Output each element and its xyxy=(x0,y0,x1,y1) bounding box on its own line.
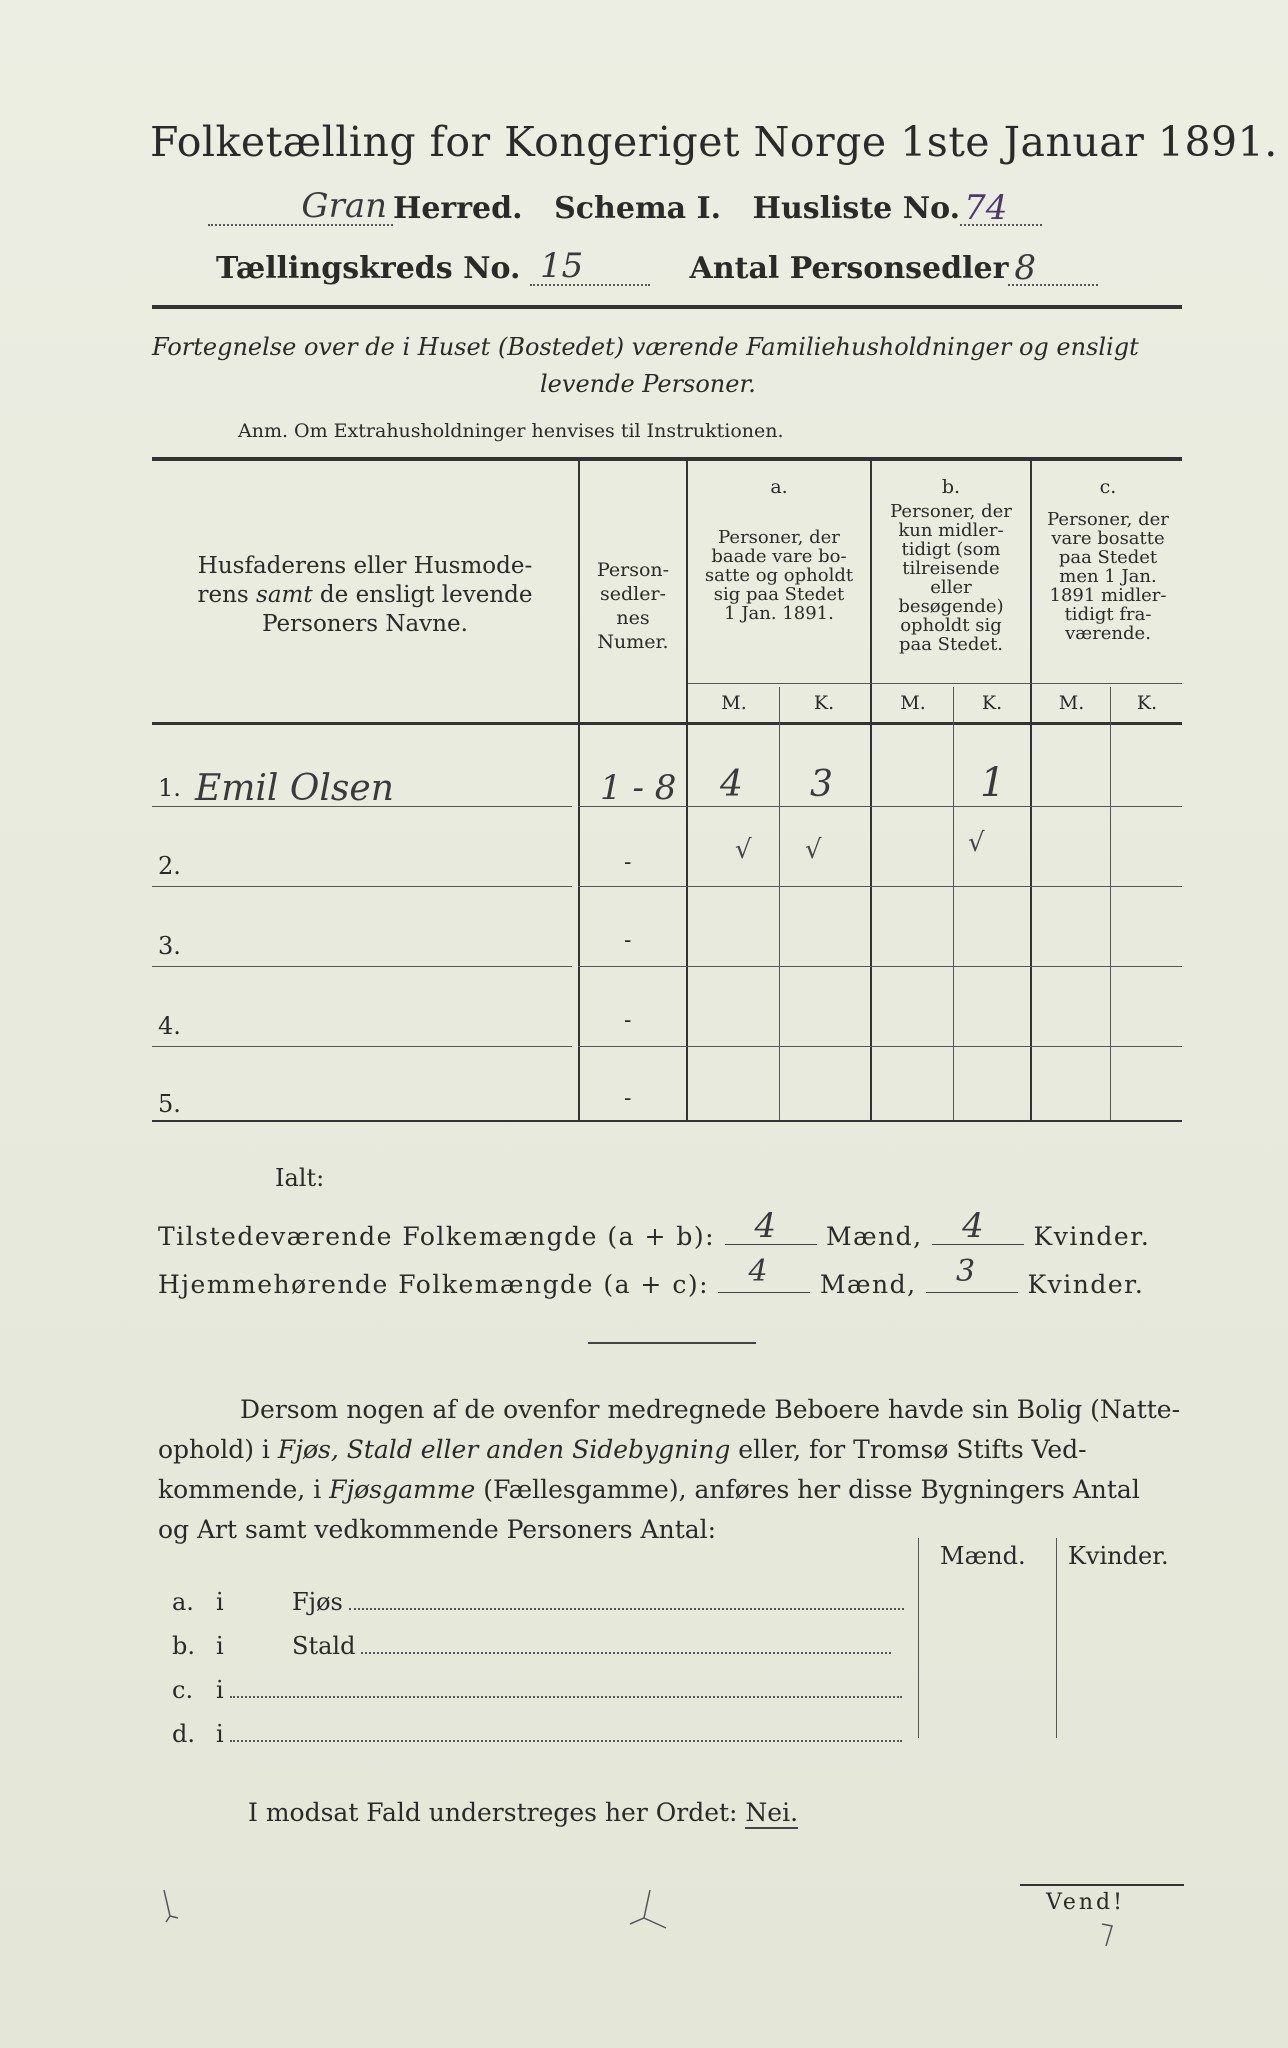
hjemme-k: 3 xyxy=(956,1254,977,1289)
m-label: M. xyxy=(900,692,926,714)
form-title: Folketælling for Kongeriget Norge 1ste Januar 1891. xyxy=(150,118,1278,166)
row-1-num: 1 - 8 xyxy=(600,768,677,808)
bolig-maend-header: Mænd. xyxy=(940,1542,1026,1570)
tick-mark: √ xyxy=(968,828,985,858)
table-header-rule xyxy=(152,722,1182,725)
row-2-num: - xyxy=(624,850,632,875)
top-rule xyxy=(152,305,1182,309)
herred-line xyxy=(208,186,1042,228)
nei-word: Nei. xyxy=(745,1798,799,1827)
tilstede-m: 4 xyxy=(754,1206,778,1246)
bolig-divider xyxy=(1056,1538,1057,1738)
row-rule xyxy=(152,886,572,887)
row-4-number: 4. xyxy=(158,1012,181,1040)
maend-label: Mænd, xyxy=(825,1222,923,1251)
scratch-mark xyxy=(620,1888,680,1932)
herred-label: Herred. xyxy=(393,191,523,226)
col-divider xyxy=(1030,461,1032,1120)
kreds-line xyxy=(216,246,1098,288)
col-c-header: Personer, der vare bosatte paa Stedet men 1 Jan. 1891 midler- tidigt fra- værende. xyxy=(1047,509,1169,644)
table-top-rule xyxy=(152,457,1182,461)
separator xyxy=(588,1342,756,1344)
k-label: K. xyxy=(1136,692,1158,714)
vend-text: Vend! xyxy=(1046,1890,1125,1915)
schema-label: Schema I. xyxy=(554,191,722,226)
col-divider-mk xyxy=(779,687,780,1120)
husliste-label: Husliste No. xyxy=(752,191,961,226)
tilstede-k: 4 xyxy=(962,1206,986,1246)
row-1-name: Emil Olsen xyxy=(195,768,394,809)
row-rule xyxy=(152,966,572,967)
table-bottom-rule xyxy=(152,1120,1182,1122)
husliste-value: 74 xyxy=(964,188,1008,228)
mk-rule xyxy=(688,683,1182,684)
row-1-bk: 1 xyxy=(980,760,1006,806)
col-divider-mk xyxy=(953,687,954,1120)
kreds-value: 15 xyxy=(540,246,584,286)
row-1-am: 4 xyxy=(720,764,743,805)
scratch-mark xyxy=(160,1888,200,1928)
personsedler-label: Antal Personsedler xyxy=(689,251,1009,286)
kreds-label: Tællingskreds No. xyxy=(216,251,521,286)
bolig-row-b: b. i Stald xyxy=(172,1632,891,1660)
m-label: M. xyxy=(1058,692,1085,714)
col-a-letter: a. xyxy=(770,476,788,498)
bolig-paragraph: Dersom nogen af de ovenfor medregnede Beboere havde sin Bolig (Natte- ophold) i Fjøs, Stald eller anden Sidebygning eller, for Tromsø Stifts Ved- kommende, i Fjøsgamme (Fællesgamme), anføres her disse Bygningers Antal og Art samt vedkommende Personers Antal: xyxy=(158,1395,1181,1544)
row-1-ak: 3 xyxy=(810,764,833,805)
bolig-divider xyxy=(918,1538,919,1738)
row-4-num: - xyxy=(624,1008,632,1033)
bolig-row-a: a. i Fjøs xyxy=(172,1588,904,1616)
col-name-header: Husfaderens eller Husmode- rens samt de ensligt levende Personers Navne. xyxy=(197,553,533,637)
col-a-header: Personer, der baade vare bo- satte og opholdt sig paa Stedet 1 Jan. 1891. xyxy=(704,527,854,624)
scratch-mark xyxy=(1098,1920,1118,1950)
row-rule xyxy=(578,966,1182,967)
tilstede-label: Tilstedeværende Folkemængde (a + b): xyxy=(158,1222,716,1251)
tick-mark: √ xyxy=(805,835,822,865)
bolig-row-c: c. i xyxy=(172,1676,902,1704)
row-rule xyxy=(152,1046,572,1047)
col-num-header: Person- sedler- nes Numer. xyxy=(596,559,670,653)
row-rule xyxy=(578,1046,1182,1047)
anm-note: Anm. Om Extrahusholdninger henvises til Instruktionen. xyxy=(238,420,784,442)
intro-line1: Fortegnelse over de i Huset (Bostedet) værende Familiehusholdninger og ensligt xyxy=(152,333,1139,361)
hjemme-m: 4 xyxy=(748,1254,770,1289)
hjemme-line xyxy=(158,1254,1145,1299)
bolig-row-d: d. i xyxy=(172,1720,902,1748)
modsat-text: I modsat Fald understreges her Ordet: xyxy=(248,1798,738,1827)
kvinder-label: Kvinder. xyxy=(1027,1270,1145,1299)
col-divider xyxy=(870,461,872,1120)
personsedler-value: 8 xyxy=(1014,248,1037,288)
maend-label: Mænd, xyxy=(819,1270,917,1299)
col-divider xyxy=(686,461,688,1120)
row-3-num: - xyxy=(624,928,632,953)
tick-mark: √ xyxy=(735,835,752,865)
intro-line2: levende Personer. xyxy=(540,370,756,398)
row-5-number: 5. xyxy=(158,1090,181,1118)
ialt-label: Ialt: xyxy=(275,1164,325,1192)
col-c-letter: c. xyxy=(1099,476,1117,498)
row-rule xyxy=(578,886,1182,887)
modsat-line xyxy=(248,1798,798,1827)
row-3-number: 3. xyxy=(158,932,181,960)
col-b-letter: b. xyxy=(941,476,961,498)
row-1-number: 1. xyxy=(158,774,181,802)
bolig-kvinder-header: Kvinder. xyxy=(1068,1542,1169,1570)
col-divider-mk xyxy=(1110,687,1111,1120)
vend-rule xyxy=(1020,1884,1184,1886)
col-b-header: Personer, der kun midler- tidigt (som tilreisende eller besøgende) opholdt sig paa Stedet. xyxy=(890,501,1012,655)
row-5-num: - xyxy=(624,1086,632,1111)
hjemme-label: Hjemmehørende Folkemængde (a + c): xyxy=(158,1270,709,1299)
row-2-number: 2. xyxy=(158,852,181,880)
tilstede-line xyxy=(158,1206,1151,1251)
herred-value: Gran xyxy=(301,186,387,226)
k-label: K. xyxy=(981,692,1003,714)
k-label: K. xyxy=(813,692,835,714)
m-label: M. xyxy=(721,692,747,714)
col-divider xyxy=(578,461,580,1120)
kvinder-label: Kvinder. xyxy=(1033,1222,1151,1251)
